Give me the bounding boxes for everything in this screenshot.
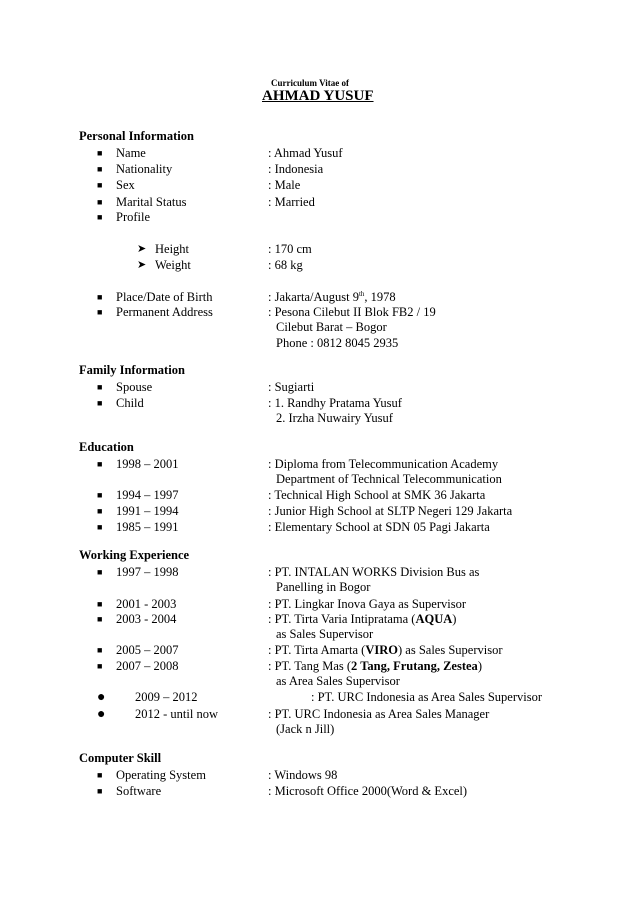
value-weight: : 68 kg	[268, 258, 303, 272]
square-bullet-icon: ■	[97, 307, 103, 317]
square-bullet-icon: ■	[97, 506, 103, 516]
work-value-4: : PT. Tirta Amarta (VIRO) as Sales Supervisor	[268, 643, 503, 657]
education-value-2: : Technical High School at SMK 36 Jakarta	[268, 488, 486, 502]
education-years-2: 1994 – 1997	[116, 488, 179, 502]
work-years-5: 2007 – 2008	[116, 659, 179, 673]
label-software: Software	[116, 784, 162, 798]
dot-bullet-icon: ●	[97, 707, 106, 722]
dot-bullet-icon: ●	[97, 690, 106, 705]
square-bullet-icon: ■	[97, 292, 103, 302]
square-bullet-icon: ■	[97, 148, 103, 158]
work-value-2: : PT. Lingkar Inova Gaya as Supervisor	[268, 597, 466, 611]
label-height: Height	[155, 242, 190, 256]
education-value-1-line2: Department of Technical Telecommunication	[276, 472, 502, 486]
label-birth: Place/Date of Birth	[116, 290, 213, 304]
square-bullet-icon: ■	[97, 661, 103, 671]
value-name: : Ahmad Yusuf	[268, 146, 343, 160]
label-child: Child	[116, 396, 144, 410]
label-operating-system: Operating System	[116, 768, 206, 782]
section-computer-title: Computer Skill	[79, 751, 162, 765]
arrow-bullet-icon: ➤	[137, 243, 147, 255]
value-address-line2: Cilebut Barat – Bogor	[276, 320, 387, 334]
work-value-5-line2: as Area Sales Supervisor	[276, 674, 400, 688]
label-name: Name	[116, 146, 146, 160]
education-years-3: 1991 – 1994	[116, 504, 179, 518]
square-bullet-icon: ■	[97, 786, 103, 796]
cv-name-title: AHMAD YUSUF	[262, 88, 374, 104]
work-years-3: 2003 - 2004	[116, 612, 177, 626]
section-work-title: Working Experience	[79, 548, 190, 562]
education-years-4: 1985 – 1991	[116, 520, 179, 534]
value-child-line1: : 1. Randhy Pratama Yusuf	[268, 396, 402, 410]
value-spouse: : Sugiarti	[268, 380, 315, 394]
value-nationality: : Indonesia	[268, 162, 324, 176]
label-address: Permanent Address	[116, 305, 213, 319]
education-value-3: : Junior High School at SLTP Negeri 129 Jakarta	[268, 504, 513, 518]
square-bullet-icon: ■	[97, 770, 103, 780]
label-profile: Profile	[116, 210, 151, 224]
square-bullet-icon: ■	[97, 398, 103, 408]
section-education-title: Education	[79, 440, 134, 454]
work-value-7-line1: : PT. URC Indonesia as Area Sales Manager	[268, 707, 490, 721]
label-nationality: Nationality	[116, 162, 173, 176]
cv-subtitle: Curriculum Vitae of	[271, 78, 349, 88]
education-years-1: 1998 – 2001	[116, 457, 179, 471]
label-spouse: Spouse	[116, 380, 153, 394]
square-bullet-icon: ■	[97, 197, 103, 207]
work-value-1-line1: : PT. INTALAN WORKS Division Bus as	[268, 565, 480, 579]
section-personal-title: Personal Information	[79, 129, 194, 143]
square-bullet-icon: ■	[97, 522, 103, 532]
square-bullet-icon: ■	[97, 490, 103, 500]
value-marital-status: : Married	[268, 195, 315, 209]
section-family-title: Family Information	[79, 363, 185, 377]
square-bullet-icon: ■	[97, 180, 103, 190]
work-value-3-line2: as Sales Supervisor	[276, 627, 374, 641]
value-operating-system: : Windows 98	[268, 768, 338, 782]
work-years-2: 2001 - 2003	[116, 597, 177, 611]
work-value-3-line1: : PT. Tirta Varia Intipratama (AQUA)	[268, 612, 457, 626]
work-value-1-line2: Panelling in Bogor	[276, 580, 371, 594]
work-value-6: : PT. URC Indonesia as Area Sales Supervisor	[311, 690, 542, 704]
work-years-7: 2012 - until now	[135, 707, 218, 721]
value-address-line3: Phone : 0812 8045 2935	[276, 336, 399, 350]
value-sex: : Male	[268, 178, 301, 192]
work-years-4: 2005 – 2007	[116, 643, 179, 657]
square-bullet-icon: ■	[97, 164, 103, 174]
work-years-6: 2009 – 2012	[135, 690, 198, 704]
square-bullet-icon: ■	[97, 599, 103, 609]
value-height: : 170 cm	[268, 242, 312, 256]
value-address-line1: : Pesona Cilebut II Blok FB2 / 19	[268, 305, 436, 319]
square-bullet-icon: ■	[97, 459, 103, 469]
education-value-1-line1: : Diploma from Telecommunication Academy	[268, 457, 499, 471]
value-child-line2: 2. Irzha Nuwairy Yusuf	[276, 411, 393, 425]
label-sex: Sex	[116, 178, 135, 192]
work-value-7-line2: (Jack n Jill)	[276, 722, 335, 736]
square-bullet-icon: ■	[97, 212, 103, 222]
work-value-5-line1: : PT. Tang Mas (2 Tang, Frutang, Zestea)	[268, 659, 482, 673]
square-bullet-icon: ■	[97, 614, 103, 624]
work-years-1: 1997 – 1998	[116, 565, 179, 579]
value-birth: : Jakarta/August 9th, 1978	[268, 289, 396, 304]
label-marital-status: Marital Status	[116, 195, 187, 209]
arrow-bullet-icon: ➤	[137, 259, 147, 271]
square-bullet-icon: ■	[97, 567, 103, 577]
education-value-4: : Elementary School at SDN 05 Pagi Jakarta	[268, 520, 490, 534]
value-software: : Microsoft Office 2000(Word & Excel)	[268, 784, 468, 798]
square-bullet-icon: ■	[97, 645, 103, 655]
square-bullet-icon: ■	[97, 382, 103, 392]
label-weight: Weight	[155, 258, 191, 272]
